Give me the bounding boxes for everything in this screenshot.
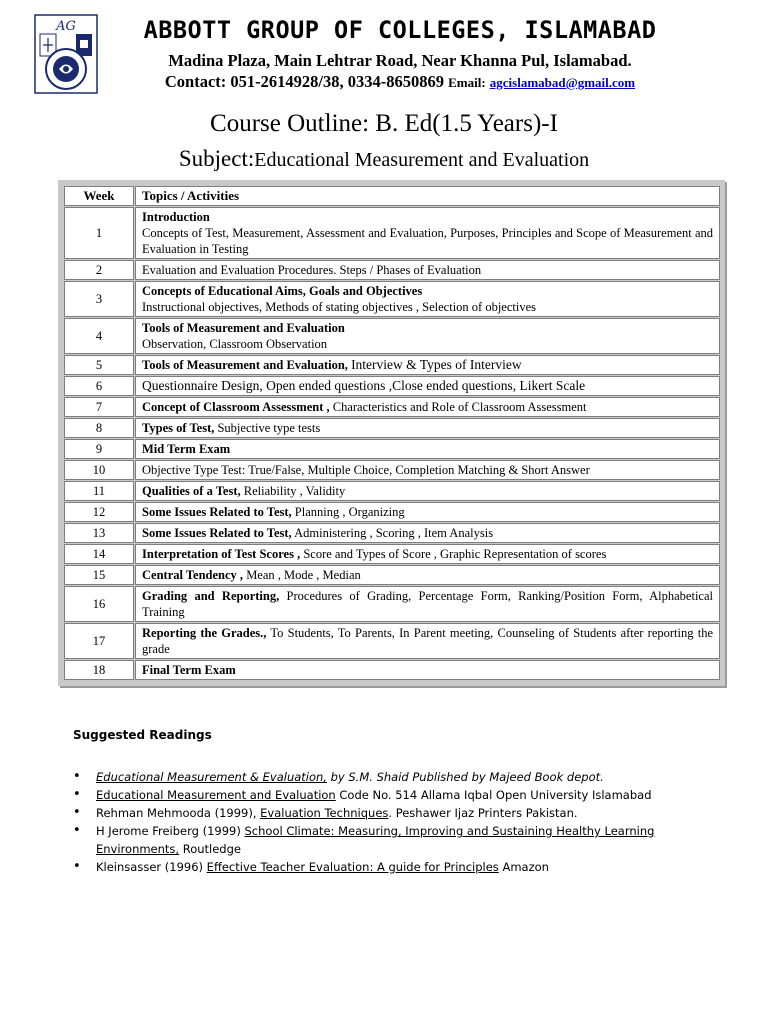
table-row (64, 544, 720, 564)
suggested-readings-list (73, 768, 693, 876)
topic-text: Planning , Organizing (294, 505, 405, 519)
table-row (64, 418, 720, 438)
course-title: Course Outline: B. Ed(1.5 Years)-I (210, 110, 558, 137)
contact-phones: Contact: 051-2614928/38, 0334-8650869 (164, 72, 444, 91)
topic-cell (135, 355, 720, 375)
topic-cell (135, 523, 720, 543)
table-row (64, 660, 720, 680)
list-item (73, 804, 693, 822)
topic-title: Some Issues Related to Test, (142, 505, 292, 519)
topic-title: Tools of Measurement and Evaluation (142, 321, 345, 335)
topic-title: Final Term Exam (142, 663, 236, 677)
topic-cell (135, 418, 720, 438)
table-row (64, 565, 720, 585)
week-cell: 11 (64, 481, 134, 501)
topic-title: Types of Test, (142, 421, 215, 435)
reading-suffix: Routledge (179, 842, 241, 856)
list-item (73, 768, 693, 786)
week-cell: 4 (64, 318, 134, 354)
topic-text: Administering , Scoring , Item Analysis (294, 526, 494, 540)
reading-suffix: . Peshawer Ijaz Printers Pakistan. (388, 806, 578, 820)
suggested-readings-heading: Suggested Readings (73, 728, 212, 742)
subject-name: Educational Measurement and Evaluation (254, 149, 590, 171)
topic-cell (135, 207, 720, 259)
week-cell: 1 (64, 207, 134, 259)
topic-cell (135, 281, 720, 317)
course-outline-table-frame (58, 180, 725, 686)
table-header-row (64, 186, 720, 206)
topic-text: Interview & Types of Interview (351, 357, 522, 372)
topic-cell (135, 586, 720, 622)
table-row (64, 318, 720, 354)
table-row (64, 623, 720, 659)
reading-suffix: Code No. 514 Allama Iqbal Open University Islamabad (335, 788, 652, 802)
table-row (64, 481, 720, 501)
reading-prefix: Kleinsasser (1996) (96, 860, 207, 874)
reading-prefix: Rehman Mehmooda (1999), (96, 806, 261, 820)
week-cell: 6 (64, 376, 134, 396)
email-link[interactable]: agcislamabad@gmail.com (489, 75, 636, 90)
topic-text: Concepts of Test, Measurement, Assessment and Evaluation, Purposes, Principles and Scope of Measurement and Evaluation in Testing (142, 226, 713, 256)
table-row (64, 502, 720, 522)
topic-text: Mean , Mode , Median (246, 568, 361, 582)
week-cell: 2 (64, 260, 134, 280)
topic-text: Characteristics and Role of Classroom Assessment (332, 400, 587, 414)
table-row (64, 586, 720, 622)
topic-text: Questionnaire Design, Open ended questions ,Close ended questions, Likert Scale (142, 378, 586, 393)
week-cell: 17 (64, 623, 134, 659)
week-cell: 3 (64, 281, 134, 317)
topic-text: Procedures of Grading, Percentage Form, Ranking/Position Form, Alphabetical Training (142, 589, 713, 619)
week-cell: 12 (64, 502, 134, 522)
contact-line (100, 72, 700, 92)
topic-title: Tools of Measurement and Evaluation, (142, 358, 348, 372)
topic-text: Objective Type Test: True/False, Multiple Choice, Completion Matching & Short Answer (142, 463, 590, 477)
table-row (64, 460, 720, 480)
topic-title: Some Issues Related to Test, (142, 526, 292, 540)
subject-label: Subject: (178, 146, 255, 171)
week-cell: 7 (64, 397, 134, 417)
topic-title: Concept of Classroom Assessment , (142, 400, 330, 414)
topic-text: Observation, Classroom Observation (142, 337, 328, 351)
reading-suffix: by S.M. Shaid Published by Majeed Book depot. (326, 770, 604, 784)
topic-cell (135, 318, 720, 354)
list-item (73, 858, 693, 876)
week-cell: 15 (64, 565, 134, 585)
week-column-header: Week (64, 186, 134, 206)
topic-title: Qualities of a Test, (142, 484, 241, 498)
topic-title: Reporting the Grades., (142, 626, 267, 640)
reading-title: Effective Teacher Evaluation: A guide for Principles (206, 860, 499, 874)
topic-cell (135, 376, 720, 396)
table-row (64, 260, 720, 280)
reading-title: School Climate: Measuring, Improving and Sustaining Healthy Learning Environments, (96, 824, 655, 856)
reading-title: Educational Measurement & Evaluation, (96, 770, 327, 784)
table-row (64, 376, 720, 396)
topic-title: Mid Term Exam (142, 442, 231, 456)
week-cell: 10 (64, 460, 134, 480)
table-row (64, 355, 720, 375)
reading-prefix: H Jerome Freiberg (1999) (96, 824, 245, 838)
topic-cell (135, 397, 720, 417)
reading-title: Evaluation Techniques (260, 806, 389, 820)
reading-suffix: Amazon (498, 860, 549, 874)
topic-title: Interpretation of Test Scores , (142, 547, 301, 561)
table-row (64, 523, 720, 543)
college-logo (34, 14, 98, 94)
week-cell: 18 (64, 660, 134, 680)
topic-text: Instructional objectives, Methods of stating objectives , Selection of objectives (142, 300, 537, 314)
topic-cell (135, 565, 720, 585)
course-outline-table (63, 185, 721, 681)
college-name: ABBOTT GROUP OF COLLEGES, ISLAMABAD (143, 16, 657, 44)
table-row (64, 281, 720, 317)
week-cell: 5 (64, 355, 134, 375)
topic-title: Grading and Reporting, (142, 589, 280, 603)
week-cell: 16 (64, 586, 134, 622)
subject-title (0, 146, 768, 172)
topic-cell (135, 260, 720, 280)
list-item (73, 786, 693, 804)
topics-column-header: Topics / Activities (135, 186, 720, 206)
reading-title: Educational Measurement and Evaluation (96, 788, 336, 802)
topic-cell (135, 660, 720, 680)
topic-cell (135, 502, 720, 522)
topic-title: Central Tendency , (142, 568, 244, 582)
topic-title: Concepts of Educational Aims, Goals and Objectives (142, 284, 423, 298)
table-row (64, 207, 720, 259)
logo-monogram: AG (56, 19, 76, 34)
topic-text: Reliability , Validity (243, 484, 346, 498)
week-cell: 8 (64, 418, 134, 438)
week-cell: 13 (64, 523, 134, 543)
topic-cell (135, 460, 720, 480)
topic-cell (135, 623, 720, 659)
table-row (64, 439, 720, 459)
topic-cell (135, 439, 720, 459)
topic-cell (135, 481, 720, 501)
topic-text: To Students, To Parents, In Parent meeting, Counseling of Students after reporting the grade (142, 626, 713, 656)
week-cell: 9 (64, 439, 134, 459)
list-item (73, 822, 693, 858)
topic-cell (135, 544, 720, 564)
topic-text: Score and Types of Score , Graphic Representation of scores (303, 547, 607, 561)
topic-text: Subjective type tests (217, 421, 321, 435)
email-label: Email: (448, 75, 486, 90)
table-row (64, 397, 720, 417)
topic-title: Introduction (142, 210, 210, 224)
week-cell: 14 (64, 544, 134, 564)
college-address: Madina Plaza, Main Lehtrar Road, Near Khanna Pul, Islamabad. (168, 51, 632, 70)
topic-text: Evaluation and Evaluation Procedures. Steps / Phases of Evaluation (142, 263, 482, 277)
